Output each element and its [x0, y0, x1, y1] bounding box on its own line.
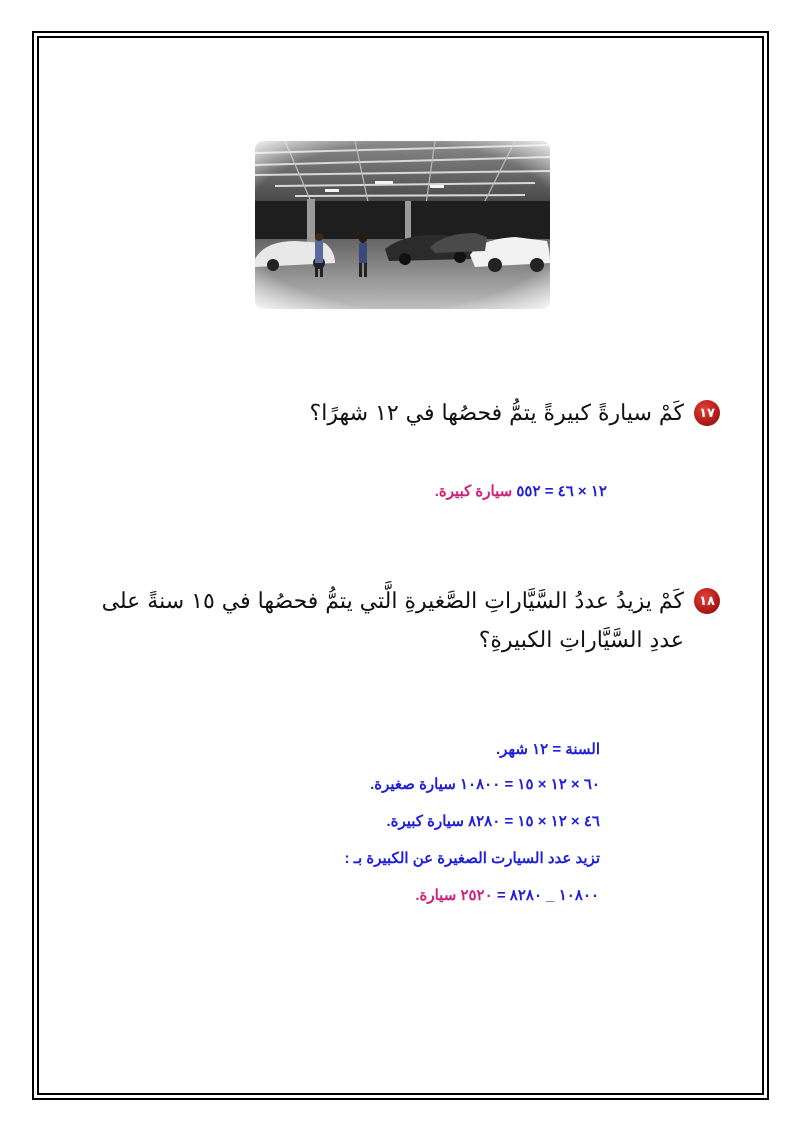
question-text-line-1: كَمْ يزيدُ عددُ السَّيَّاراتِ الصَّغيرةِ الَّتي يتمُّ فحصُها في ١٥ سنةً على: [101, 588, 684, 614]
question-text: كَمْ سيارةً كبيرةً يتمُّ فحصُها في ١٢ شهرًا؟: [309, 400, 684, 426]
answer-result: سيارة كبيرة.: [434, 483, 513, 500]
answer-difference-intro: تزيد عدد السيارت الصغيرة عن الكبيرة بـ :: [344, 850, 600, 867]
answer-difference-equation: ١٠٨٠٠ _ ٨٢٨٠ =: [496, 887, 599, 904]
question-text-line-2: عددِ السَّيَّاراتِ الكبيرةِ؟: [478, 628, 684, 653]
answer-17: [435, 482, 607, 500]
question-17: [310, 400, 720, 426]
question-number-badge: ١٨: [694, 588, 720, 614]
parking-garage-photo: [255, 141, 550, 309]
question-number-badge: ١٧: [694, 400, 720, 426]
answer-large-cars: ٤٦ × ١٢ × ١٥ = ٨٢٨٠ سيارة كبيرة.: [386, 813, 600, 830]
question-18: [85, 588, 720, 653]
answer-year-note: السنة = ١٢ شهر.: [495, 741, 600, 758]
answer-small-cars: ٦٠ × ١٢ × ١٥ = ١٠٨٠٠ سيارة صغيرة.: [370, 776, 600, 793]
answer-difference: [415, 886, 599, 904]
answer-equation: ١٢ × ٤٦ = ٥٥٢: [516, 483, 607, 500]
answer-difference-result: ٢٥٢٠ سيارة.: [415, 887, 493, 904]
